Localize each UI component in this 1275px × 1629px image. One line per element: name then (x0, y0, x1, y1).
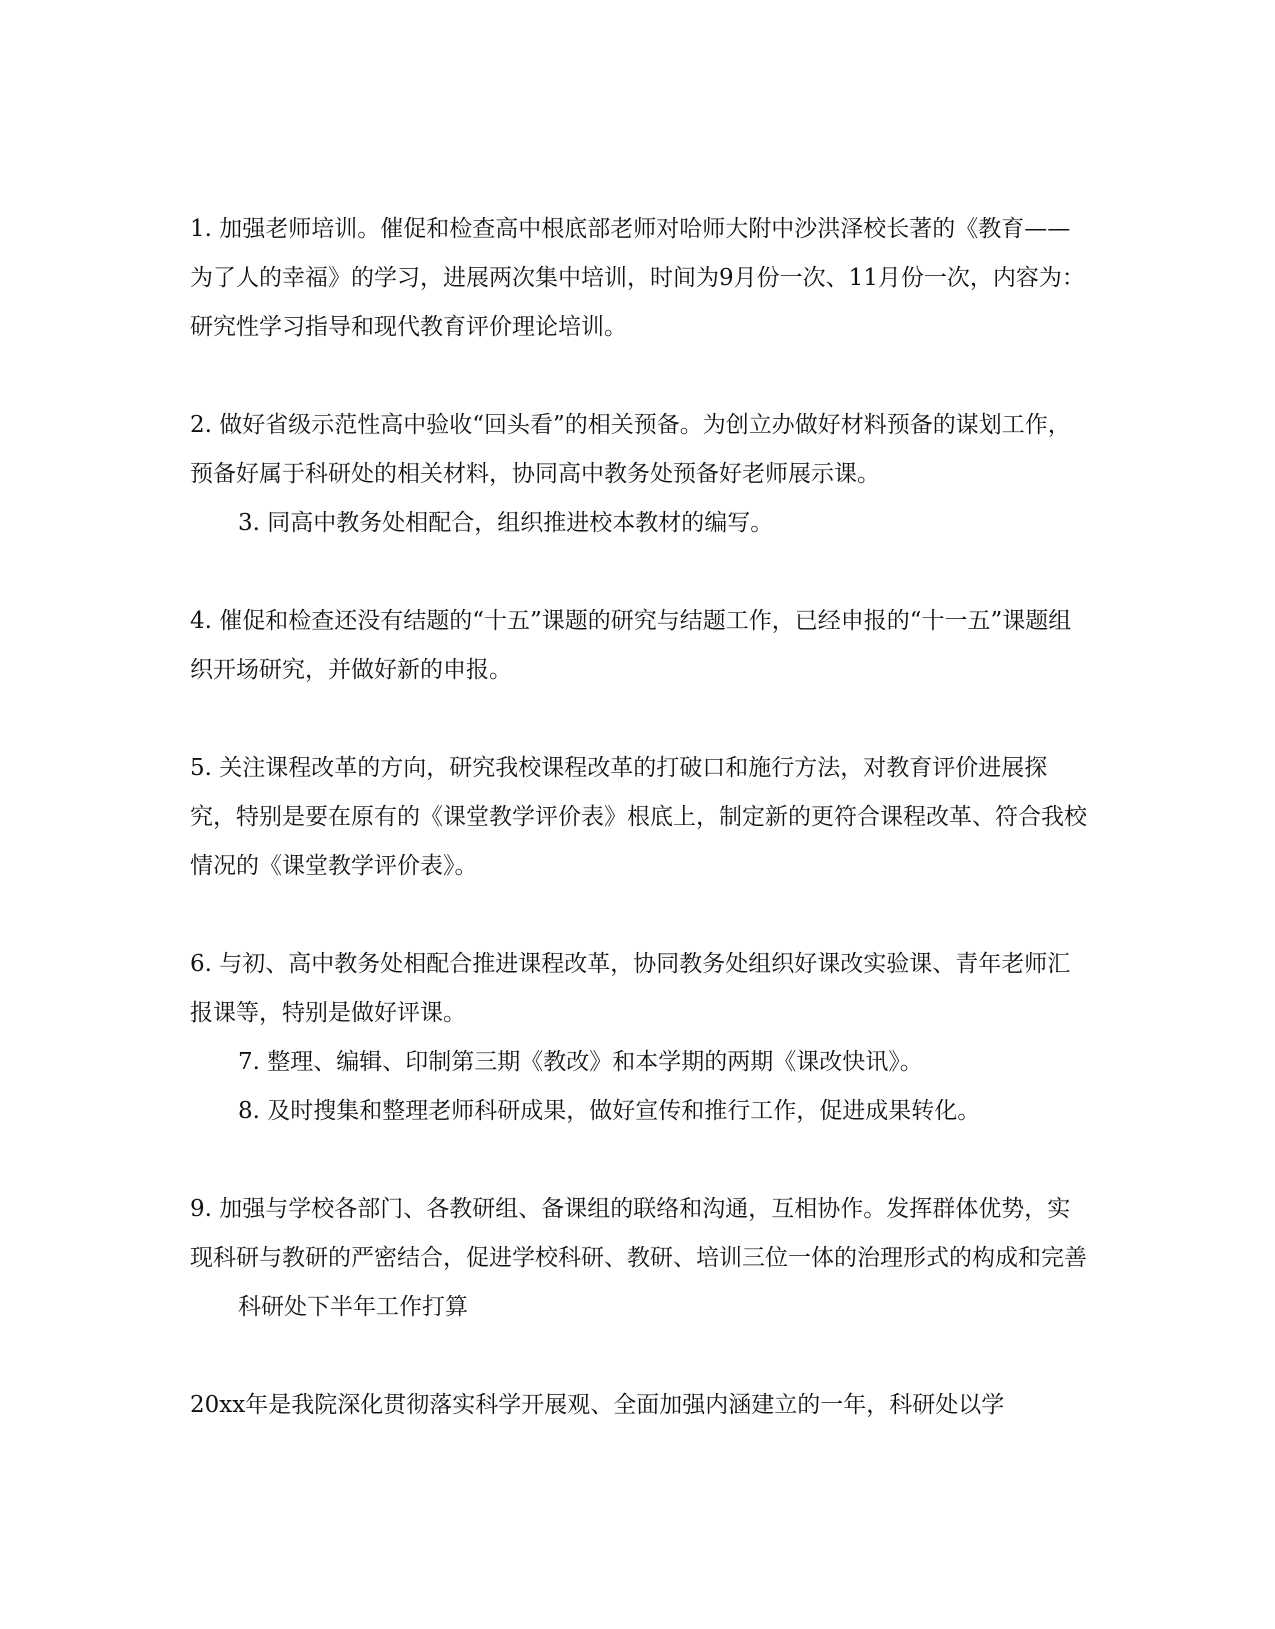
paragraph-item-4: 4. 催促和检查还没有结题的“十五”课题的研究与结题工作，已经申报的“十一五”课题组织开场研究，并做好新的申报。 (190, 608, 1072, 683)
paragraph-item-1: 1. 加强老师培训。催促和检查高中根底部老师对哈师大附中沙洪泽校长著的《教育——为了人的幸福》的学习，进展两次集中培训，时间为9月份一次、11月份一次，内容为：研究性学习指导和现代教育评价理论培训。 (190, 216, 1085, 340)
paragraph-item-8: 8. 及时搜集和整理老师科研成果，做好宣传和推行工作，促进成果转化。 (238, 1098, 981, 1124)
paragraph-item-7: 7. 整理、编辑、印制第三期《教改》和本学期的两期《课改快讯》。 (238, 1049, 923, 1075)
paragraph-item-3: 3. 同高中教务处相配合，组织推进校本教材的编写。 (238, 510, 774, 536)
document-body (190, 205, 1090, 1430)
paragraph-item-5: 5. 关注课程改革的方向，研究我校课程改革的打破口和施行方法，对教育评价进展探究，特别是要在原有的《课堂教学评价表》根底上，制定新的更符合课程改革、符合我校情况的《课堂教学评价表》。 (190, 755, 1087, 879)
section-heading: 科研处下半年工作打算 (238, 1294, 468, 1320)
paragraph-item-6: 6. 与初、高中教务处相配合推进课程改革，协同教务处组织好课改实验课、青年老师汇报课等，特别是做好评课。 (190, 951, 1071, 1026)
paragraph-intro: 20xx年是我院深化贯彻落实科学开展观、全面加强内涵建立的一年，科研处以学 (190, 1392, 1005, 1418)
paragraph-item-9: 9. 加强与学校各部门、各教研组、备课组的联络和沟通，互相协作。发挥群体优势，实现科研与教研的严密结合，促进学校科研、教研、培训三位一体的治理形式的构成和完善 (190, 1196, 1087, 1271)
paragraph-item-2: 2. 做好省级示范性高中验收“回头看”的相关预备。为创立办做好材料预备的谋划工作，预备好属于科研处的相关材料，协同高中教务处预备好老师展示课。 (190, 412, 1071, 487)
